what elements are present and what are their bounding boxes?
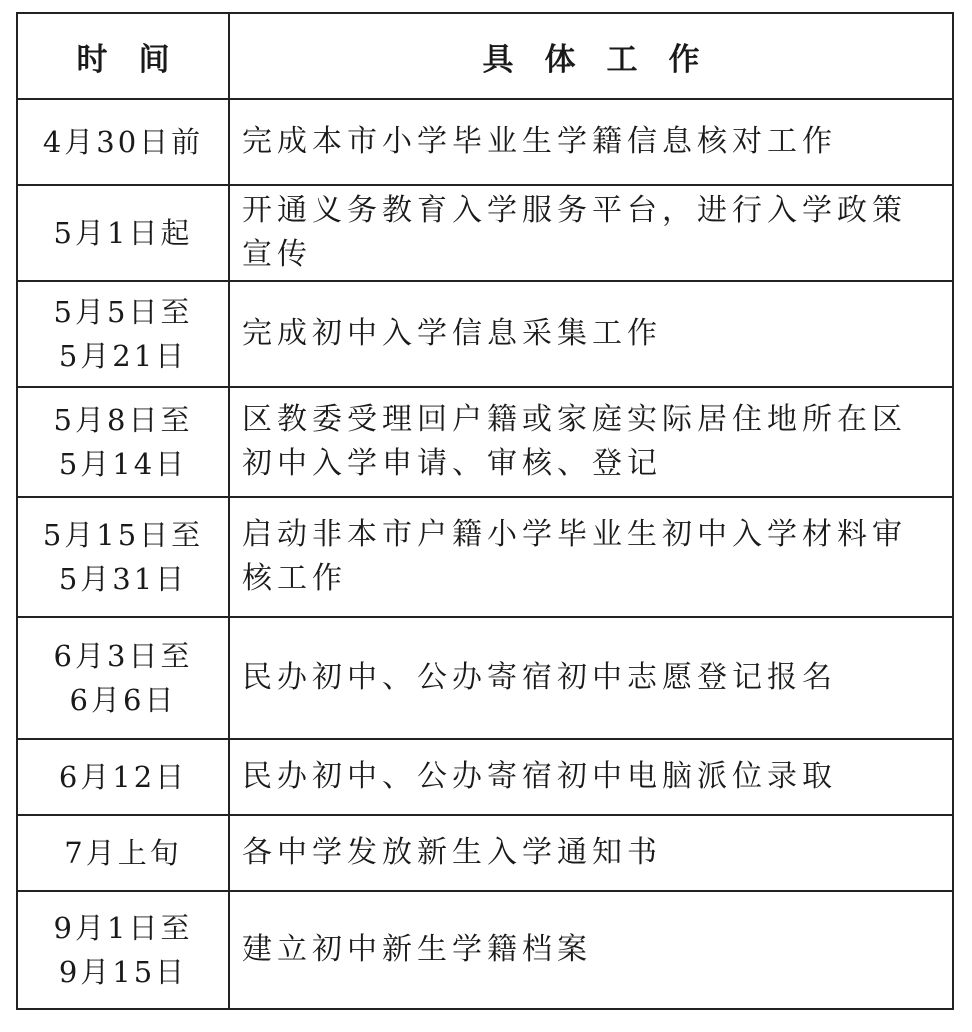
- table-row: [17, 497, 953, 617]
- time-cell: [17, 815, 229, 891]
- time-line: 5月14日: [58, 447, 188, 481]
- table-row: [17, 815, 953, 891]
- work-cell: 民办初中、公办寄宿初中电脑派位录取: [229, 739, 953, 815]
- header-time: 时 间: [17, 13, 229, 99]
- table-row: [17, 387, 953, 497]
- work-cell: 启动非本市户籍小学毕业生初中入学材料审核工作: [229, 497, 953, 617]
- time-line: 6月3日至: [53, 639, 193, 673]
- table-row: [17, 281, 953, 387]
- work-cell: 民办初中、公办寄宿初中志愿登记报名: [229, 617, 953, 739]
- work-cell: 建立初中新生学籍档案: [229, 891, 953, 1009]
- table-row: [17, 99, 953, 185]
- time-line: 9月1日至: [53, 911, 193, 945]
- time-cell: [17, 185, 229, 281]
- time-cell: [17, 891, 229, 1009]
- work-cell: 完成初中入学信息采集工作: [229, 281, 953, 387]
- enrollment-schedule-table: [16, 12, 954, 1010]
- time-cell: [17, 281, 229, 387]
- work-cell: 区教委受理回户籍或家庭实际居住地所在区初中入学申请、审核、登记: [229, 387, 953, 497]
- time-line: 5月8日至: [53, 403, 193, 437]
- schedule-table-container: [16, 12, 952, 1010]
- work-cell: 开通义务教育入学服务平台，进行入学政策宣传: [229, 185, 953, 281]
- time-line: 5月5日至: [53, 295, 193, 329]
- header-work: 具 体 工 作: [229, 13, 953, 99]
- work-cell: 各中学发放新生入学通知书: [229, 815, 953, 891]
- time-line: 5月21日: [58, 339, 188, 373]
- time-line: 9月15日: [58, 955, 188, 989]
- table-row: [17, 185, 953, 281]
- time-line: 5月15日至: [42, 518, 204, 552]
- table-row: [17, 739, 953, 815]
- time-cell: [17, 617, 229, 739]
- work-cell: 完成本市小学毕业生学籍信息核对工作: [229, 99, 953, 185]
- table-row: [17, 617, 953, 739]
- time-line: 7月上旬: [64, 836, 182, 870]
- time-cell: [17, 387, 229, 497]
- time-line: 4月30日前: [42, 125, 204, 159]
- time-cell: [17, 739, 229, 815]
- time-cell: [17, 99, 229, 185]
- time-line: 5月1日起: [53, 216, 193, 250]
- time-cell: [17, 497, 229, 617]
- table-row: [17, 891, 953, 1009]
- table-header-row: [17, 13, 953, 99]
- time-line: 5月31日: [58, 562, 188, 596]
- time-line: 6月6日: [69, 683, 177, 717]
- time-line: 6月12日: [58, 760, 188, 794]
